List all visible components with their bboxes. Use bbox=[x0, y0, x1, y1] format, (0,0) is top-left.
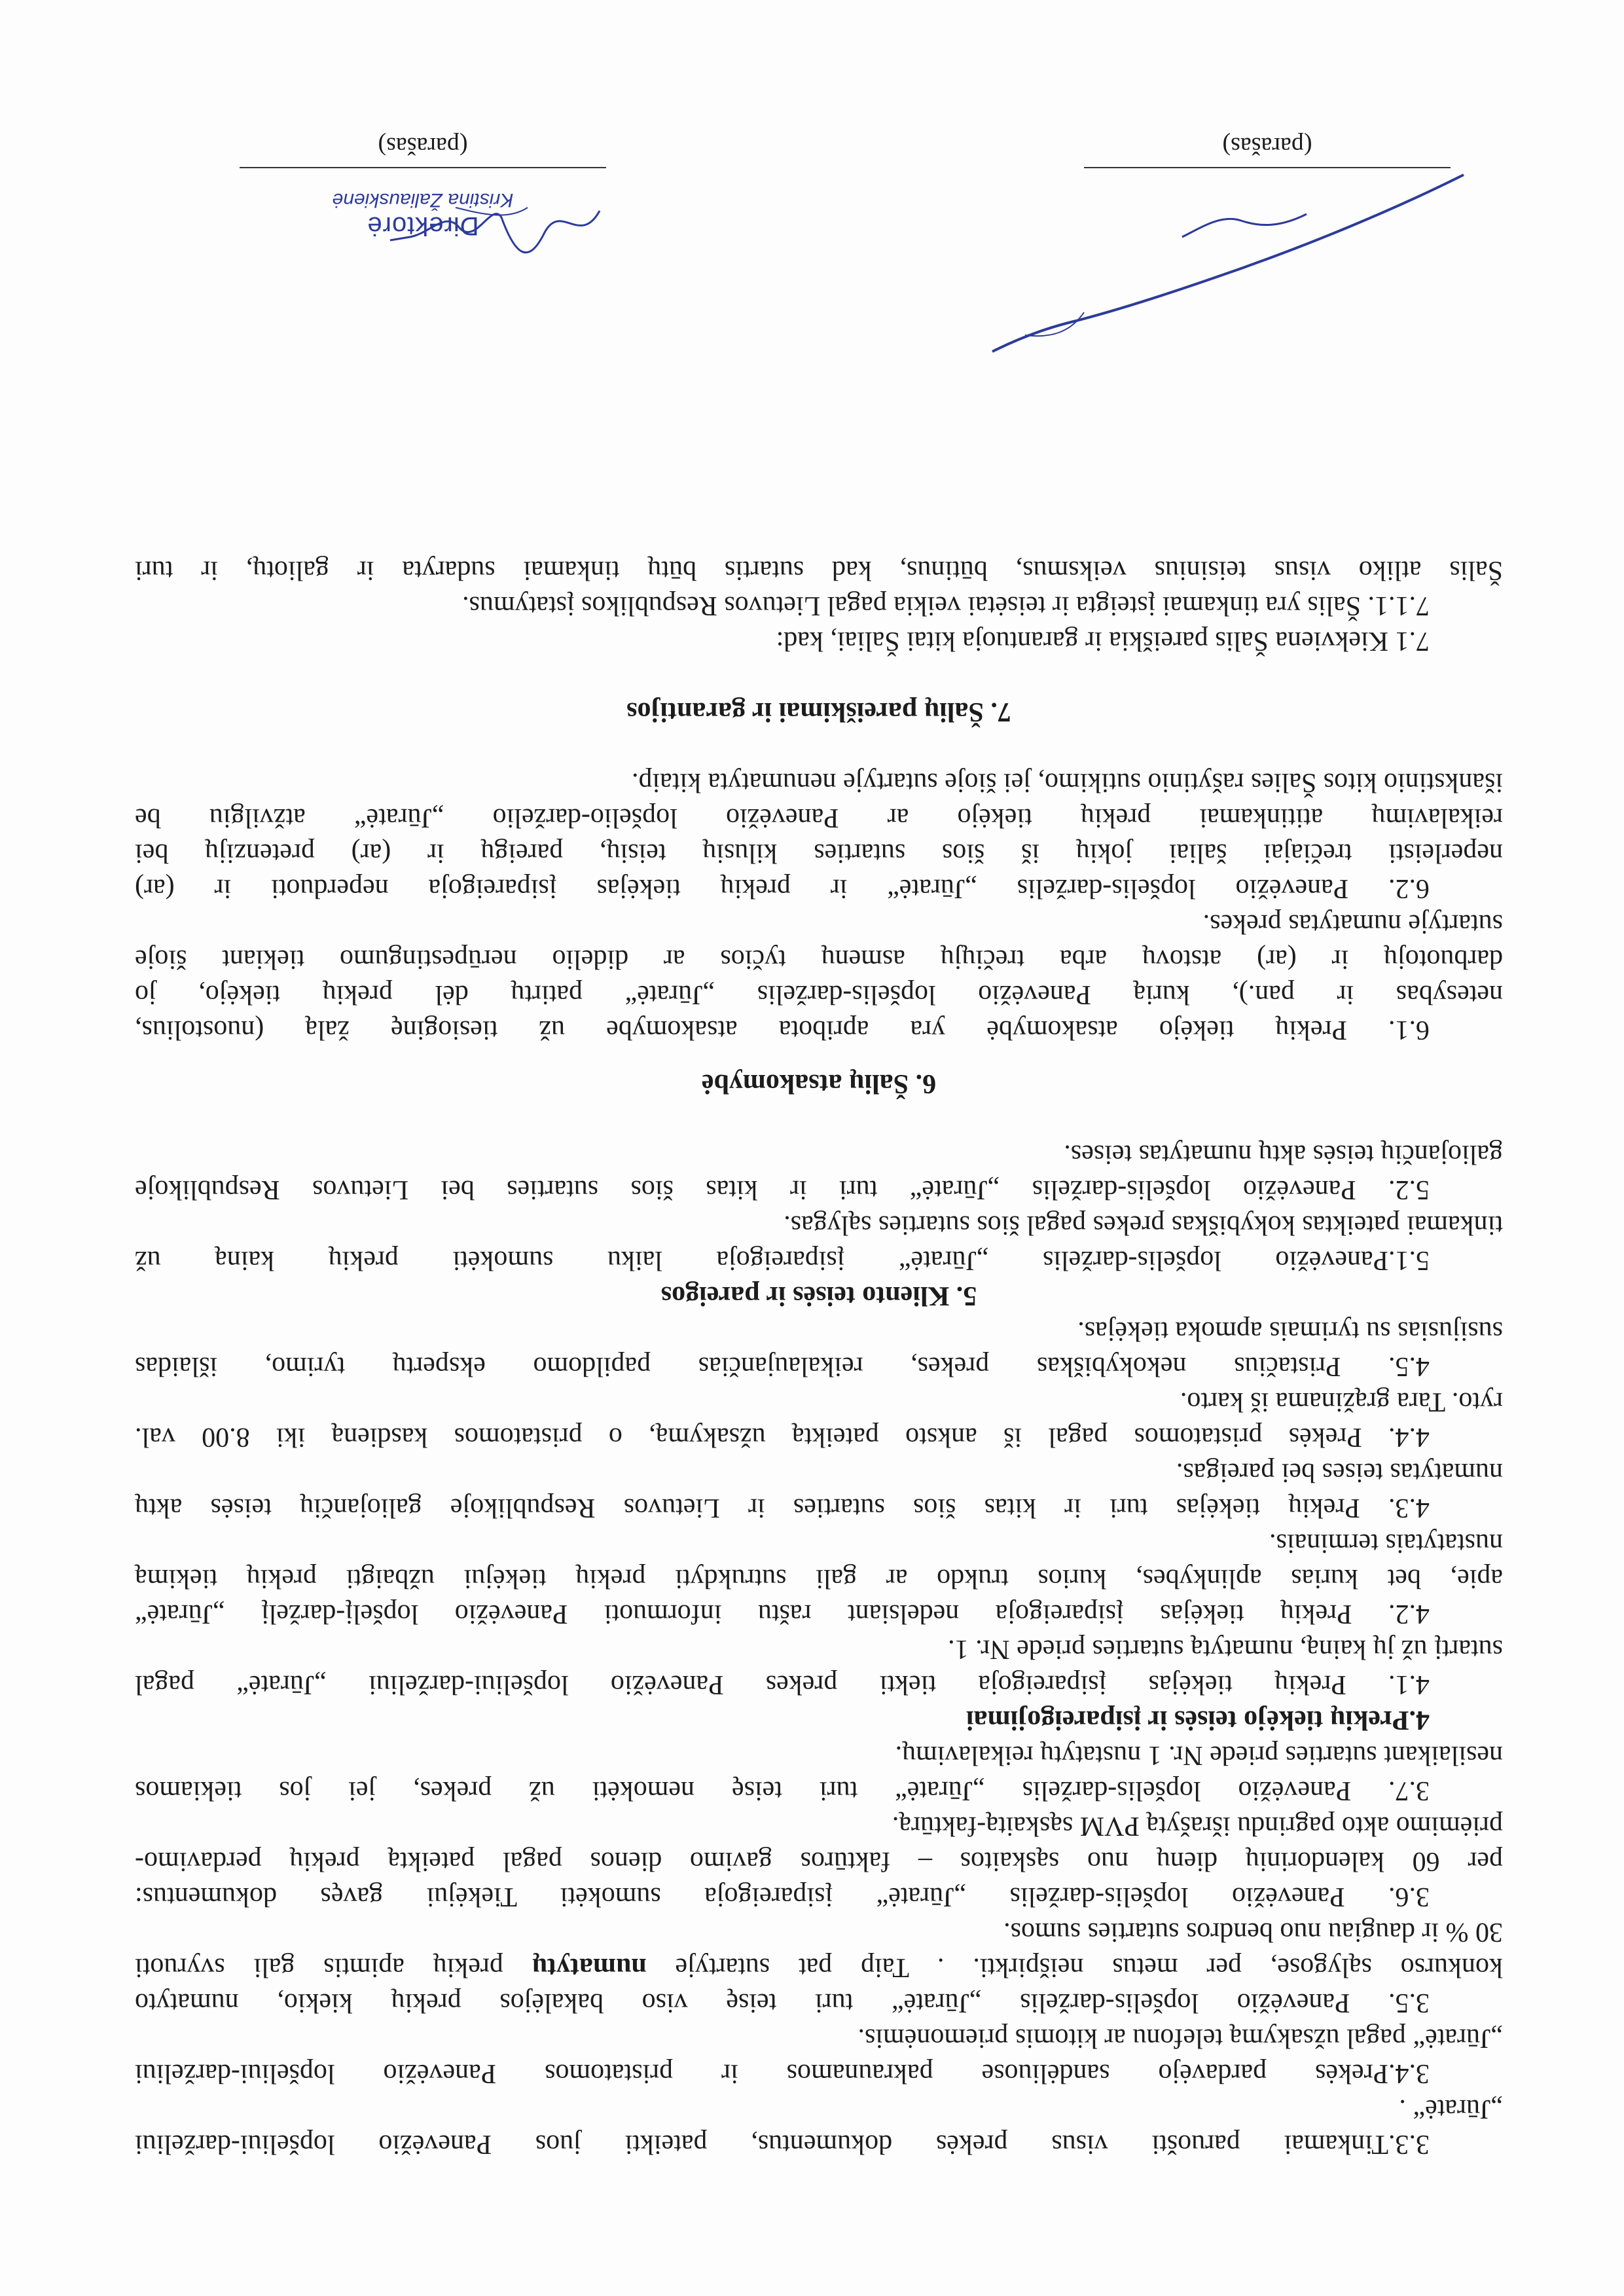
clause-4-5-line-1: 4.5. Pristačius nekokybiškas prekes, reikalaujančias papildomo ekspertų tyrimo, išlaidas bbox=[135, 1351, 1430, 1381]
clause-3-6-line-1: 3.6. Panevėžio lopšelis-darželis „Jūratė“ įsipareigoja sumokėti Tiekėjui gavęs dokumentus: bbox=[135, 1882, 1430, 1912]
clause-6-1-line-1: 6.1. Prekių tiekėjo atsakomybė yra apribota atsakomybe už tiesioginę žalą (nuostolius, bbox=[135, 1015, 1430, 1045]
clause-4-2-line-3: nustatytais terminais. bbox=[1269, 1528, 1503, 1558]
section-7-heading: 7. Šalių pareiškimai ir garantijos bbox=[626, 697, 1011, 727]
clause-6-1-line-4: sutartyje numatytas prekes. bbox=[1202, 909, 1503, 939]
clause-4-2-line-2: apie, bet kurias aplinkybes, kurios trukdo ar gali sutrukdyti prekių tiekėjui užbaigti prekių tiekimą bbox=[135, 1563, 1503, 1594]
right-signature-label: (parašas) bbox=[1222, 132, 1312, 160]
clause-4-3-line-1: 4.3. Prekių tiekėjas turi ir kitas šios sutarties ir Lietuvos Respublikoje galiojančių teisės aktų bbox=[135, 1493, 1430, 1523]
clause-3-5-line-1: 3.5. Panevėžio lopšelis-darželis „Jūratė“ turi teisę viso bakalėjos prekių kiekio, numatyto bbox=[135, 1988, 1430, 2018]
clause-3-5-line-3: 30 % ir daugiau nuo bendros sutarties sumos. bbox=[1003, 1917, 1503, 1947]
clause-3-4-line-1: 3.4.Prekės pardavėjo sandėliuose pakraunamos ir pristatomos Panevėžio lopšeliui-darželiui bbox=[135, 2058, 1430, 2088]
clause-3-6-line-3: priėmimo akto pagrindu išrašytą PVM sąskaitą-faktūrą. bbox=[892, 1811, 1503, 1841]
section-4-heading: 4.Prekių tiekėjo teisės ir įsipareigojimai bbox=[965, 1705, 1430, 1735]
signature-area bbox=[135, 70, 1503, 266]
left-signature-label: (parašas) bbox=[378, 132, 468, 160]
clause-3-5-bold-word: numatytų bbox=[532, 1952, 647, 1982]
clause-4-2-line-1: 4.2. Prekių tiekėjas įsipareigoja nedelsiant raštu informuoti Panevėžio lopšelį-darželį „Jūratė“ bbox=[135, 1599, 1430, 1629]
clause-7-1-1-line-2: Šalis atliko visus teisinius veiksmus, būtinus, kad sutartis būtų tinkamai sudaryta ir galiotų, ir turi bbox=[135, 555, 1503, 585]
right-handwritten-signature bbox=[979, 162, 1477, 358]
clause-6-2-line-1: 6.2. Panevėžio lopšelis-darželis „Jūratė“ ir prekių tiekėjas įsipareigoja neperduoti ir (ar) bbox=[135, 873, 1430, 903]
clause-6-2-line-3: reikalavimų atitinkamai prekių tiekėjo ar Panevėžio lopšelio-darželio „Jūratė“ atžvilgiu be bbox=[135, 803, 1503, 833]
clause-3-3-line-2: „Jūratė“ . bbox=[1399, 2094, 1503, 2124]
clause-6-2-line-4: išankstinio kitos Šalies rašytinio sutikimo, jei šioje sutartyje nenumatyta kitaip. bbox=[631, 767, 1503, 797]
clause-3-7-line-2: nesilaikant sutarties priede Nr. 1 nustatytų reikalavimų. bbox=[895, 1740, 1503, 1770]
clause-5-2-line-2: galiojančių teisės aktų numatytas teises. bbox=[1064, 1139, 1503, 1169]
clause-3-6-line-2: per 60 kalendorinių dienų nuo sąskaitos – faktūros gavimo dienos pagal pateiktą prekių perdavimo- bbox=[135, 1846, 1503, 1876]
clause-4-4-line-1: 4.4. Prekės pristatomos pagal iš anksto pateiktą užsakymą, o pristatomos kasdieną iki 8.00 val. bbox=[135, 1422, 1430, 1452]
clause-5-1-line-1: 5.1.Panevėžio lopšelis-darželis „Jūratė“ įsipareigoja laiku sumokėti prekių kainą už bbox=[135, 1245, 1430, 1275]
clause-3-7-line-1: 3.7. Panevėžio lopšelis-darželis „Jūratė“ turi teisę nemokėti už prekes, jei jos tiekiamos bbox=[135, 1776, 1430, 1806]
clause-6-1-line-3: darbuotojų ir (ar) atstovų arba trečiųjų asmenų tyčios ar didelio nerūpestingumo tiekiant šioje bbox=[135, 944, 1503, 974]
clause-3-5-line-2 bbox=[135, 1950, 1503, 1985]
clause-5-1-line-2: tinkamai pateiktas kokybiškas prekes pagal šios sutarties sąlygas. bbox=[784, 1210, 1503, 1240]
stamp-title: Direktorė bbox=[367, 211, 479, 240]
clause-4-5-line-2: susijusias su tyrimais apmoka tiekėjas. bbox=[1077, 1316, 1503, 1346]
section-5-heading: 5. Kliento teisės ir pareigos bbox=[660, 1281, 977, 1311]
clause-6-2-line-2: neperleisti trečiajai šaliai jokių iš šios sutarties kilusių teisių, pareigų ir (ar) pretenzijų bei bbox=[135, 838, 1503, 868]
left-signature-line bbox=[240, 167, 606, 168]
clause-7-1: 7.1 Kiekviena Šalis pareiškia ir garantuoja kitai Šaliai, kad: bbox=[776, 626, 1430, 656]
right-signature-line bbox=[1084, 167, 1451, 168]
clause-6-1-line-2: netesybas ir pan.), kurią Panevėžio lopšelis-darželis „Jūratė“ patirtų dėl prekių tiekėjo, jo bbox=[135, 979, 1503, 1010]
left-handwritten-signature bbox=[384, 188, 606, 273]
section-6-heading: 6. Šalių atsakomybė bbox=[701, 1068, 937, 1099]
clause-3-3-line-1: 3.3.Tinkamai paruošti visus prekės dokumentus, pateikti juos Panevėžio lopšeliui-darželiui bbox=[135, 2129, 1430, 2159]
clause-3-5-text-end: prekių apimtis gali svyruoti bbox=[134, 1952, 532, 1982]
clause-4-1-line-2: sutartį už jų kainą, numatytą sutarties priede Nr. 1. bbox=[948, 1634, 1503, 1664]
document-body bbox=[135, 553, 1503, 2162]
clause-3-5-text: konkurso sąlygose, per metus neišpirkti. . Taip pat sutartyje bbox=[646, 1952, 1503, 1982]
clause-4-4-line-2: ryto. Tara grąžinama iš karto. bbox=[1180, 1387, 1503, 1417]
clause-5-2-line-1: 5.2. Panevėžio lopšelis-darželis „Jūratė“ turi ir kitas šios sutarties bei Lietuvos Respublikoje bbox=[135, 1175, 1430, 1205]
clause-4-1-line-1: 4.1. Prekių tiekėjas įsipareigoja tiekti prekes Panevėžio lopšeliui-darželiui „Jūratė“ pagal bbox=[135, 1669, 1430, 1700]
clause-4-3-line-2: numatytas teises bei pareigas. bbox=[1176, 1457, 1503, 1487]
clause-3-4-line-2: „Jūratė“ pagal užsakymą telefonu ar kitomis priemonėmis. bbox=[857, 2023, 1503, 2053]
clause-7-1-1-line-1: 7.1.1. Šalis yra tinkamai įsteigta ir teisėtai veikia pagal Lietuvos Respublikos įstatymus. bbox=[462, 591, 1430, 621]
stamp-name: Kristina Žaliauskienė bbox=[332, 189, 514, 211]
